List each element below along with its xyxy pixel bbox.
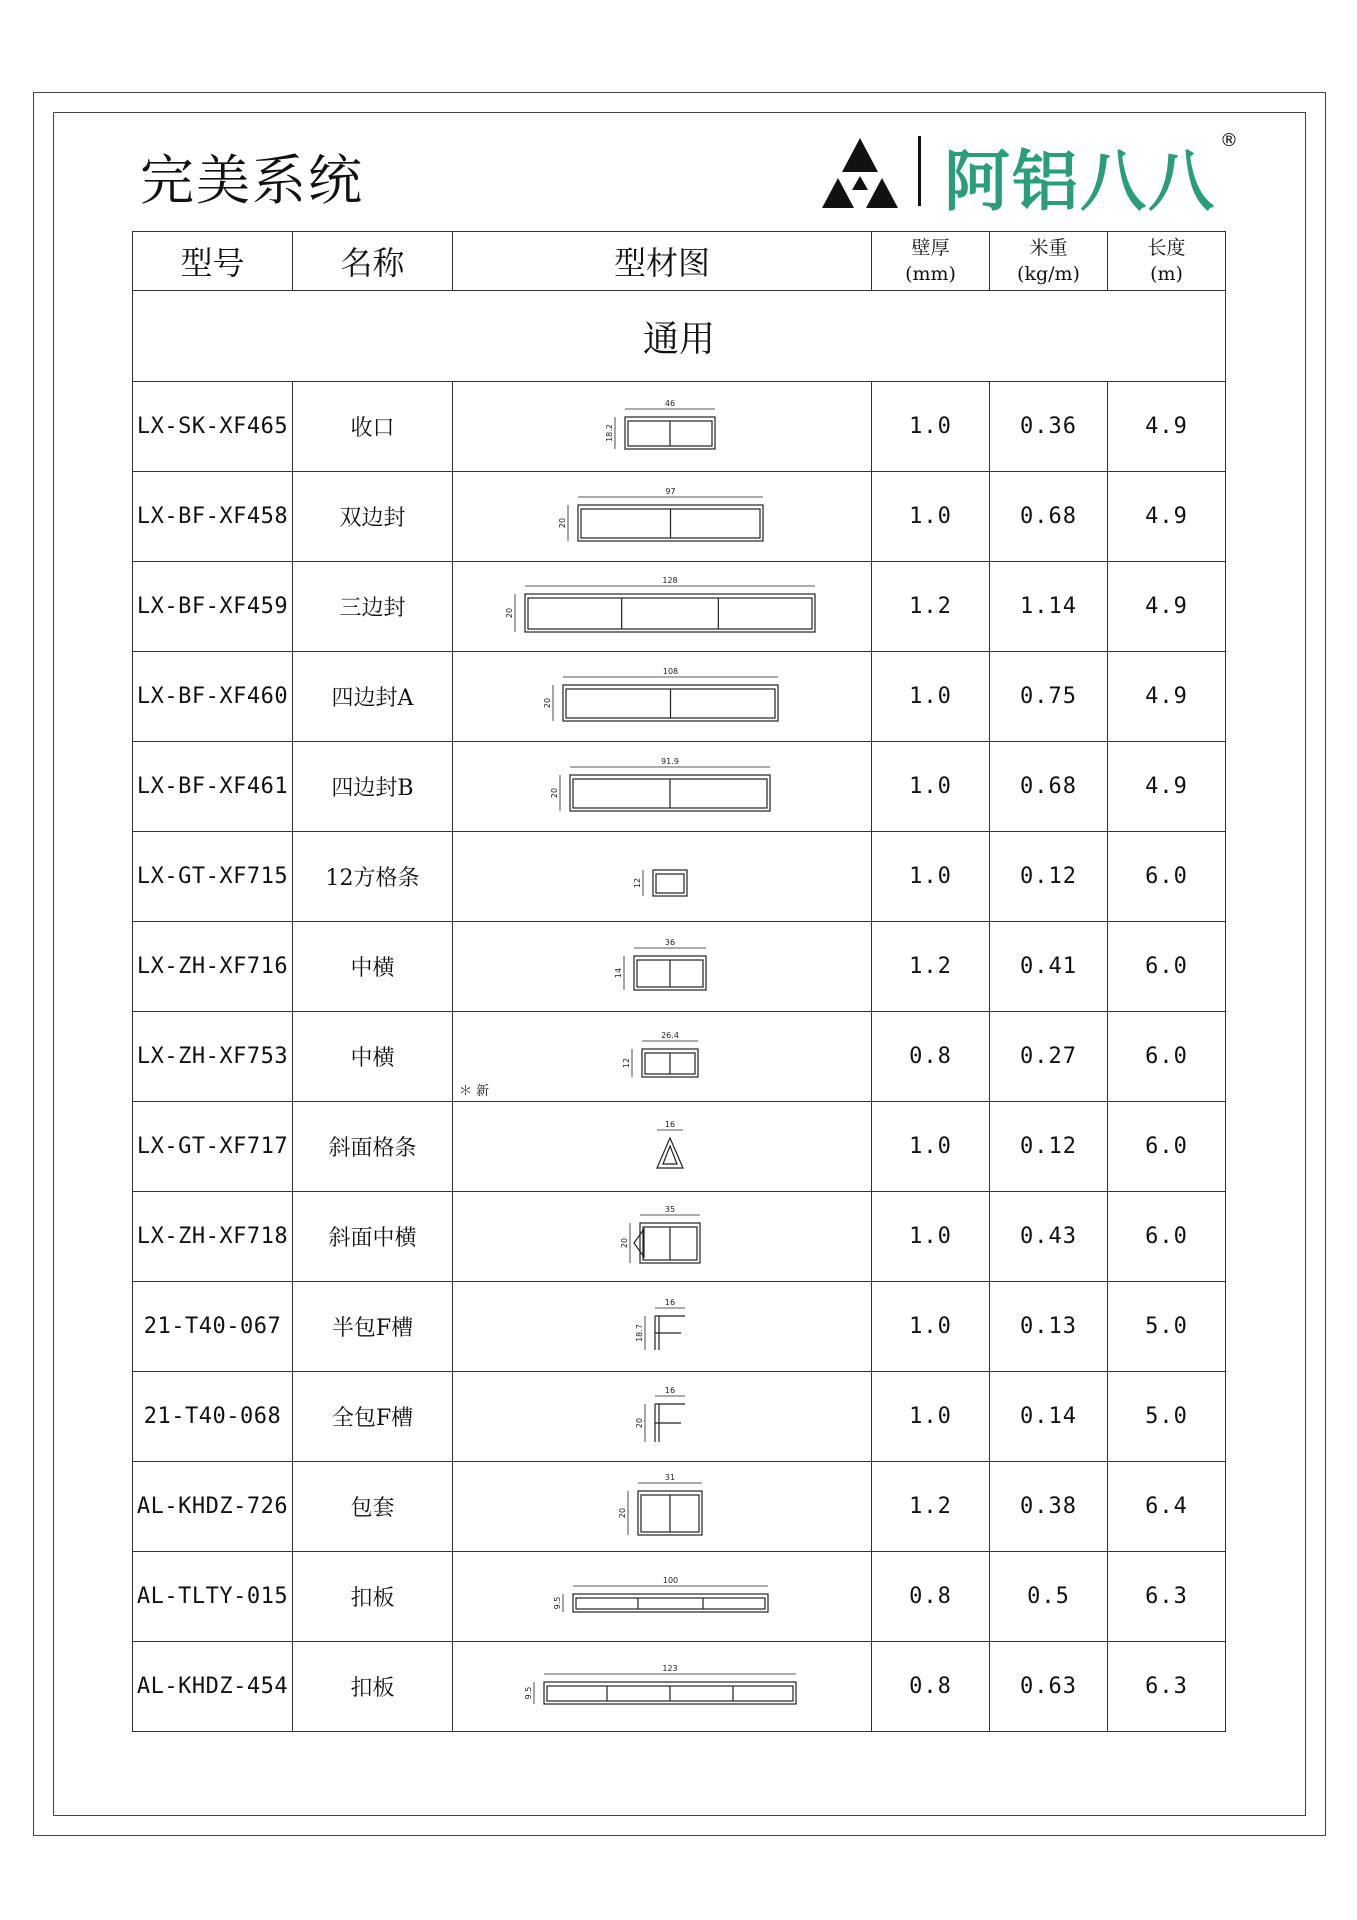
col-header-name: 名称 xyxy=(293,232,453,291)
col-header-thickness xyxy=(872,232,990,291)
thickness-unit: (mm) xyxy=(905,263,956,285)
profile-drawing xyxy=(540,479,785,555)
name-cell: 全包F槽 xyxy=(293,1372,453,1462)
weight-cell: 0.68 xyxy=(990,742,1108,832)
drawing-cell xyxy=(453,922,872,1012)
length-cell: 4.9 xyxy=(1108,652,1226,742)
weight-cell: 1.14 xyxy=(990,562,1108,652)
col-header-model: 型号 xyxy=(133,232,293,291)
length-cell: 6.0 xyxy=(1108,922,1226,1012)
profile-drawing xyxy=(619,1109,705,1185)
new-item-note: ＊ 新 xyxy=(459,1084,490,1099)
dimension-width-label: 31 xyxy=(664,1472,676,1482)
profile-drawing xyxy=(587,389,737,465)
length-label: 长度 xyxy=(1147,237,1186,259)
dimension-width-label: 100 xyxy=(662,1575,678,1585)
drawing-cell xyxy=(453,1282,872,1372)
weight-cell: 0.13 xyxy=(990,1282,1108,1372)
table-row xyxy=(133,472,1226,562)
table-row xyxy=(133,742,1226,832)
name-cell: 扣板 xyxy=(293,1642,453,1732)
name-cell: 斜面格条 xyxy=(293,1102,453,1192)
dimension-width-label: 91.9 xyxy=(661,756,679,766)
thickness-cell: 1.0 xyxy=(872,1192,990,1282)
length-cell: 6.0 xyxy=(1108,832,1226,922)
thickness-cell: 0.8 xyxy=(872,1642,990,1732)
table-row xyxy=(133,1642,1226,1732)
model-cell: AL-KHDZ-454 xyxy=(133,1642,293,1732)
dimension-height-label: 20 xyxy=(618,1507,627,1518)
name-cell: 扣板 xyxy=(293,1552,453,1642)
thickness-cell: 0.8 xyxy=(872,1012,990,1102)
dimension-width-label: 16 xyxy=(664,1385,676,1395)
drawing-cell xyxy=(453,832,872,922)
dimension-width-label: 16 xyxy=(664,1119,676,1129)
drawing-cell xyxy=(453,652,872,742)
table-row xyxy=(133,1102,1226,1192)
drawing-cell xyxy=(453,1192,872,1282)
name-cell: 四边封A xyxy=(293,652,453,742)
thickness-cell: 1.0 xyxy=(872,1372,990,1462)
dimension-height-label: 14 xyxy=(614,967,623,978)
drawing-cell xyxy=(453,562,872,652)
dimension-width-label: 97 xyxy=(664,486,676,496)
thickness-cell: 1.2 xyxy=(872,922,990,1012)
profile-inner xyxy=(576,1598,765,1609)
profile-outline xyxy=(655,1316,685,1350)
dimension-width-label: 108 xyxy=(662,666,678,676)
weight-cell: 0.12 xyxy=(990,832,1108,922)
model-cell: 21-T40-067 xyxy=(133,1282,293,1372)
dimension-width-label: 123 xyxy=(662,1663,678,1673)
table-row xyxy=(133,1372,1226,1462)
drawing-cell xyxy=(453,382,872,472)
name-cell: 斜面中横 xyxy=(293,1192,453,1282)
profile-inner xyxy=(656,874,684,893)
profile-inner xyxy=(528,598,812,629)
length-cell: 4.9 xyxy=(1108,562,1226,652)
name-cell: 中横 xyxy=(293,1012,453,1102)
dimension-height-label: 20 xyxy=(550,787,559,798)
dimension-width-label: 35 xyxy=(664,1204,676,1214)
brand-logo xyxy=(818,128,1238,220)
logo-separator xyxy=(918,136,921,206)
weight-cell: 0.12 xyxy=(990,1102,1108,1192)
dimension-height-label: 9.5 xyxy=(552,1596,562,1609)
drawing-cell xyxy=(453,1012,872,1102)
name-cell: 四边封B xyxy=(293,742,453,832)
model-cell: LX-BF-XF458 xyxy=(133,472,293,562)
profile-drawing xyxy=(532,749,792,825)
profile-drawing xyxy=(525,659,800,735)
table-row xyxy=(133,1192,1226,1282)
model-cell: LX-ZH-XF716 xyxy=(133,922,293,1012)
profile-drawing xyxy=(535,1559,790,1635)
thickness-cell: 1.0 xyxy=(872,742,990,832)
length-cell: 6.0 xyxy=(1108,1012,1226,1102)
name-cell: 中横 xyxy=(293,922,453,1012)
dimension-height-label: 9.5 xyxy=(524,1686,533,1699)
model-cell: LX-SK-XF465 xyxy=(133,382,293,472)
table-row xyxy=(133,382,1226,472)
table-row xyxy=(133,832,1226,922)
registered-mark: ® xyxy=(1220,130,1238,151)
length-unit: (m) xyxy=(1150,263,1183,285)
profile-outline xyxy=(525,594,815,632)
profile-drawing xyxy=(602,1199,722,1275)
drawing-cell xyxy=(453,1642,872,1732)
drawing-cell xyxy=(453,1552,872,1642)
model-cell: LX-GT-XF715 xyxy=(133,832,293,922)
name-cell: 12方格条 xyxy=(293,832,453,922)
model-cell: AL-TLTY-015 xyxy=(133,1552,293,1642)
profile-drawing xyxy=(617,1379,707,1455)
weight-cell: 0.43 xyxy=(990,1192,1108,1282)
drawing-cell xyxy=(453,742,872,832)
weight-cell: 0.27 xyxy=(990,1012,1108,1102)
length-cell: 6.0 xyxy=(1108,1102,1226,1192)
col-header-length xyxy=(1108,232,1226,291)
table-row xyxy=(133,562,1226,652)
length-cell: 5.0 xyxy=(1108,1282,1226,1372)
dimension-width-label: 26.4 xyxy=(661,1030,679,1040)
dimension-width-label: 36 xyxy=(664,937,676,947)
thickness-cell: 1.2 xyxy=(872,562,990,652)
length-cell: 4.9 xyxy=(1108,382,1226,472)
weight-cell: 0.5 xyxy=(990,1552,1108,1642)
table-row xyxy=(133,1282,1226,1372)
model-cell: LX-BF-XF460 xyxy=(133,652,293,742)
weight-cell: 0.63 xyxy=(990,1642,1108,1732)
brand-name: 阿铝八八 xyxy=(944,143,1216,220)
name-cell: 双边封 xyxy=(293,472,453,562)
profile-drawing xyxy=(596,929,728,1005)
section-title: 通用 xyxy=(133,291,1226,382)
profile-drawing xyxy=(617,1289,707,1365)
model-cell: LX-ZH-XF718 xyxy=(133,1192,293,1282)
length-cell: 4.9 xyxy=(1108,472,1226,562)
profile-drawing xyxy=(506,1649,818,1725)
dimension-height-label: 20 xyxy=(620,1237,629,1248)
thickness-cell: 1.0 xyxy=(872,1282,990,1372)
profile-outline xyxy=(655,1404,685,1442)
length-cell: 6.3 xyxy=(1108,1552,1226,1642)
drawing-cell xyxy=(453,1102,872,1192)
name-cell: 半包F槽 xyxy=(293,1282,453,1372)
profile-drawing xyxy=(600,1469,724,1545)
table-row xyxy=(133,652,1226,742)
length-cell: 6.0 xyxy=(1108,1192,1226,1282)
header-row xyxy=(133,232,1226,291)
length-cell: 4.9 xyxy=(1108,742,1226,832)
length-cell: 5.0 xyxy=(1108,1372,1226,1462)
weight-cell: 0.68 xyxy=(990,472,1108,562)
length-cell: 6.3 xyxy=(1108,1642,1226,1732)
dimension-height-label: 12 xyxy=(633,877,642,888)
col-header-weight xyxy=(990,232,1108,291)
weight-cell: 0.41 xyxy=(990,922,1108,1012)
profile-drawing xyxy=(604,1019,720,1095)
brand-triangle-icon xyxy=(818,138,902,210)
section-row xyxy=(133,291,1226,382)
model-cell: LX-BF-XF461 xyxy=(133,742,293,832)
dimension-height-label: 18.2 xyxy=(605,423,614,442)
model-cell: LX-ZH-XF753 xyxy=(133,1012,293,1102)
table-row xyxy=(133,1552,1226,1642)
col-header-drawing: 型材图 xyxy=(453,232,872,291)
dimension-height-label: 12 xyxy=(622,1057,631,1068)
dimension-height-label: 20 xyxy=(505,607,514,618)
name-cell: 收口 xyxy=(293,382,453,472)
table-row xyxy=(133,1012,1226,1102)
profile-drawing xyxy=(615,839,709,915)
model-cell: 21-T40-068 xyxy=(133,1372,293,1462)
weight-cell: 0.14 xyxy=(990,1372,1108,1462)
dimension-width-label: 16 xyxy=(664,1297,676,1307)
dimension-width-label: 46 xyxy=(664,398,676,408)
weight-cell: 0.38 xyxy=(990,1462,1108,1552)
profile-spec-table xyxy=(132,231,1226,1732)
thickness-label: 壁厚 xyxy=(911,237,950,259)
table-row xyxy=(133,922,1226,1012)
thickness-cell: 1.0 xyxy=(872,1102,990,1192)
thickness-cell: 1.0 xyxy=(872,652,990,742)
dimension-height-label: 18.7 xyxy=(635,1323,644,1342)
weight-cell: 0.75 xyxy=(990,652,1108,742)
dimension-height-label: 20 xyxy=(542,697,552,708)
drawing-cell xyxy=(453,1372,872,1462)
thickness-cell: 1.0 xyxy=(872,832,990,922)
model-cell: LX-BF-XF459 xyxy=(133,562,293,652)
drawing-cell xyxy=(453,472,872,562)
name-cell: 包套 xyxy=(293,1462,453,1552)
model-cell: AL-KHDZ-726 xyxy=(133,1462,293,1552)
length-cell: 6.4 xyxy=(1108,1462,1226,1552)
weight-cell: 0.36 xyxy=(990,382,1108,472)
thickness-cell: 1.2 xyxy=(872,1462,990,1552)
profile-drawing xyxy=(487,569,837,645)
thickness-cell: 0.8 xyxy=(872,1552,990,1642)
model-cell: LX-GT-XF717 xyxy=(133,1102,293,1192)
table-row xyxy=(133,1462,1226,1552)
name-cell: 三边封 xyxy=(293,562,453,652)
dimension-height-label: 20 xyxy=(635,1417,644,1428)
weight-unit: (kg/m) xyxy=(1017,263,1080,285)
dimension-width-label: 128 xyxy=(662,575,678,585)
weight-label: 米重 xyxy=(1029,237,1068,259)
page-title: 完美系统 xyxy=(140,149,364,212)
thickness-cell: 1.0 xyxy=(872,472,990,562)
drawing-cell xyxy=(453,1462,872,1552)
thickness-cell: 1.0 xyxy=(872,382,990,472)
dimension-height-label: 20 xyxy=(557,517,567,528)
